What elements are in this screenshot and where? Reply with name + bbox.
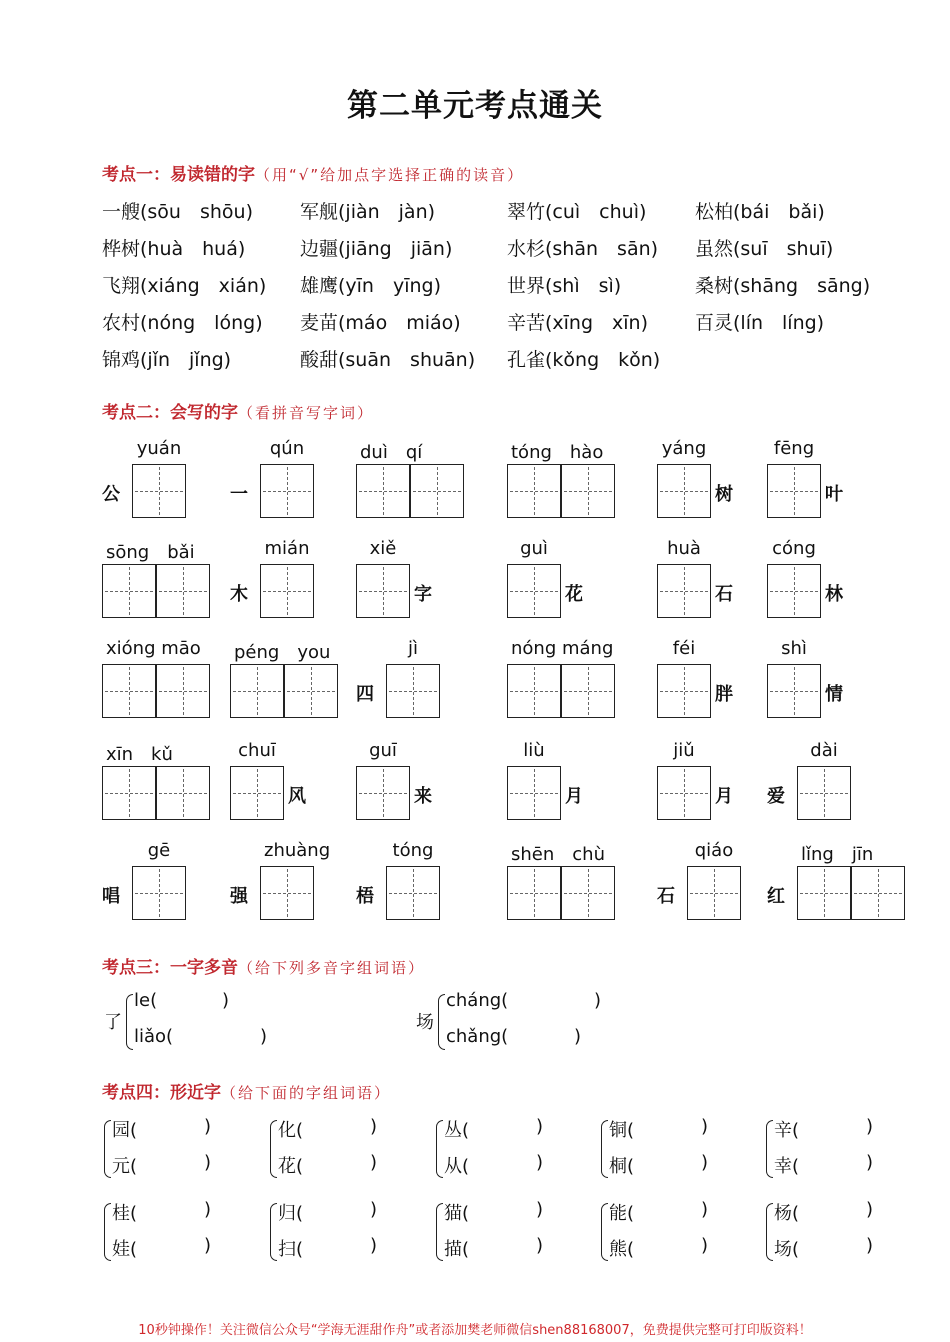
similar-char-item[interactable]: 杨( — [774, 1203, 800, 1224]
close-paren: ) — [701, 1116, 709, 1137]
given-char: 石 — [657, 886, 675, 907]
pinyin-label: péng you — [234, 642, 331, 663]
given-char: 石 — [715, 584, 733, 605]
close-paren: ) — [536, 1235, 544, 1256]
reading-choice-item[interactable]: 军舰(jiàn jàn) — [300, 201, 436, 223]
pinyin-label: féi — [672, 638, 696, 659]
pinyin-label: fēng — [773, 438, 815, 459]
pinyin-label: liù — [523, 740, 545, 761]
pinyin-label: shēn chù — [511, 844, 605, 865]
given-char: 林 — [825, 584, 843, 605]
given-char: 胖 — [715, 684, 733, 705]
writing-box[interactable] — [260, 564, 314, 618]
close-paren: ) — [536, 1152, 544, 1173]
close-paren: ) — [701, 1235, 709, 1256]
writing-box[interactable] — [102, 664, 156, 718]
writing-box[interactable] — [132, 866, 186, 920]
pinyin-label: jì — [407, 638, 418, 659]
section-heading: 考点四：形近字 — [102, 1083, 221, 1103]
section-1-heading — [102, 160, 524, 185]
reading-choice-item[interactable]: 农村(nóng lóng) — [102, 312, 263, 334]
pinyin-label: gē — [147, 840, 171, 861]
similar-char-item[interactable]: 猫( — [444, 1203, 470, 1224]
reading-choice-item[interactable]: 百灵(lín líng) — [695, 312, 825, 334]
reading-choice-item[interactable]: 边疆(jiāng jiān) — [300, 238, 453, 260]
close-paren: ) — [204, 1116, 212, 1137]
brace-icon — [126, 994, 133, 1050]
given-char: 一 — [230, 484, 248, 505]
writing-box[interactable] — [284, 664, 338, 718]
section-heading: 考点三：一字多音 — [102, 958, 238, 978]
close-paren: ) — [204, 1199, 212, 1220]
similar-char-item[interactable]: 幸( — [774, 1156, 800, 1177]
writing-box[interactable] — [156, 564, 210, 618]
brace-icon — [766, 1120, 773, 1178]
close-paren: ) — [866, 1199, 874, 1220]
writing-box[interactable] — [561, 664, 615, 718]
reading-choice-item[interactable]: 翠竹(cuì chuì) — [507, 201, 647, 223]
polyphone-reading[interactable]: le( — [134, 990, 158, 1011]
given-char: 月 — [565, 786, 583, 807]
reading-choice-item[interactable]: 世界(shì sì) — [507, 275, 622, 297]
polyphone-reading[interactable]: cháng( — [446, 990, 509, 1011]
writing-box[interactable] — [657, 564, 711, 618]
writing-box[interactable] — [102, 564, 156, 618]
writing-box[interactable] — [657, 766, 711, 820]
reading-choice-item[interactable]: 孔雀(kǒng kǒn) — [507, 349, 661, 371]
writing-box[interactable] — [102, 766, 156, 820]
writing-box[interactable] — [156, 766, 210, 820]
close-paren: ) — [222, 990, 230, 1011]
pinyin-label: shì — [781, 638, 807, 659]
similar-char-item[interactable]: 场( — [774, 1239, 800, 1260]
given-char: 花 — [565, 584, 583, 605]
similar-char-item[interactable]: 丛( — [444, 1120, 470, 1141]
similar-char-item[interactable]: 娃( — [112, 1239, 138, 1260]
pinyin-label: lǐng jīn — [801, 844, 874, 865]
given-char: 公 — [102, 484, 120, 505]
reading-choice-item[interactable]: 松柏(bái bǎi) — [695, 201, 825, 223]
close-paren: ) — [204, 1152, 212, 1173]
reading-choice-item[interactable]: 飞翔(xiáng xián) — [102, 275, 267, 297]
writing-box[interactable] — [507, 564, 561, 618]
pinyin-label: sōng bǎi — [106, 542, 195, 563]
brace-icon — [104, 1120, 111, 1178]
given-char: 强 — [230, 886, 248, 907]
reading-choice-item[interactable]: 桦树(huà huá) — [102, 238, 246, 260]
similar-char-item[interactable]: 归( — [278, 1203, 304, 1224]
pinyin-label: nóng máng — [511, 638, 614, 659]
similar-char-item[interactable]: 从( — [444, 1156, 470, 1177]
writing-box[interactable] — [507, 766, 561, 820]
close-paren: ) — [370, 1116, 378, 1137]
brace-icon — [766, 1203, 773, 1261]
similar-char-item[interactable]: 花( — [278, 1156, 304, 1177]
close-paren: ) — [260, 1026, 268, 1047]
close-paren: ) — [866, 1235, 874, 1256]
pinyin-label: dài — [810, 740, 838, 761]
close-paren: ) — [574, 1026, 582, 1047]
close-paren: ) — [370, 1152, 378, 1173]
pinyin-label: guì — [520, 538, 548, 559]
footer-note: 10秒钟操作！关注微信公众号“学海无涯甜作舟”或者添加樊老师微信shen88168007，免费提供完整可打印版资料！ — [138, 1323, 812, 1338]
pinyin-label: huà — [667, 538, 701, 559]
given-char: 梧 — [356, 886, 374, 907]
pinyin-label: chuī — [238, 740, 276, 761]
writing-box[interactable] — [507, 664, 561, 718]
pinyin-label: xīn kǔ — [106, 744, 173, 765]
writing-box[interactable] — [767, 564, 821, 618]
close-paren: ) — [370, 1199, 378, 1220]
close-paren: ) — [701, 1199, 709, 1220]
writing-box[interactable] — [356, 464, 410, 518]
writing-box[interactable] — [507, 464, 561, 518]
brace-icon — [270, 1120, 277, 1178]
pinyin-label: xióng māo — [106, 638, 201, 659]
writing-box[interactable] — [767, 664, 821, 718]
writing-box[interactable] — [260, 866, 314, 920]
given-char: 月 — [715, 786, 733, 807]
section-3-heading — [102, 953, 425, 978]
polyphone-reading[interactable]: chǎng( — [446, 1026, 509, 1047]
polyphone-reading[interactable]: liǎo( — [134, 1026, 174, 1047]
pinyin-label: yáng — [661, 438, 707, 459]
pinyin-label: qún — [269, 438, 305, 459]
similar-char-item[interactable]: 化( — [278, 1120, 304, 1141]
given-char: 字 — [414, 584, 432, 605]
section-instruction: （给下面的字组词语） — [221, 1084, 392, 1102]
polyphone-char: 了 — [104, 1012, 122, 1033]
reading-choice-item[interactable]: 水杉(shān sān) — [507, 238, 659, 260]
pinyin-label: cóng — [772, 538, 816, 559]
section-heading: 考点二：会写的字 — [102, 403, 238, 423]
section-2-heading — [102, 398, 374, 423]
reading-choice-item[interactable]: 一艘(sōu shōu) — [102, 201, 253, 223]
writing-box[interactable] — [657, 464, 711, 518]
pinyin-label: yuán — [136, 438, 182, 459]
brace-icon — [436, 1203, 443, 1261]
reading-choice-item[interactable]: 桑树(shāng sāng) — [695, 275, 871, 297]
writing-box[interactable] — [561, 464, 615, 518]
close-paren: ) — [536, 1116, 544, 1137]
close-paren: ) — [370, 1235, 378, 1256]
writing-box[interactable] — [386, 866, 440, 920]
brace-icon — [601, 1203, 608, 1261]
given-char: 来 — [414, 786, 432, 807]
close-paren: ) — [204, 1235, 212, 1256]
pinyin-label: qiáo — [694, 840, 734, 861]
given-char: 唱 — [102, 886, 120, 907]
reading-choice-item[interactable]: 辛苦(xīng xīn) — [507, 312, 649, 334]
brace-icon — [270, 1203, 277, 1261]
given-char: 情 — [825, 684, 843, 705]
writing-box[interactable] — [797, 866, 851, 920]
given-char: 木 — [230, 584, 248, 605]
reading-choice-item[interactable]: 锦鸡(jǐn jǐng) — [102, 349, 232, 371]
writing-box[interactable] — [561, 866, 615, 920]
polyphone-char: 场 — [416, 1012, 434, 1033]
pinyin-label: duì qí — [360, 442, 423, 463]
writing-box[interactable] — [687, 866, 741, 920]
pinyin-label: mián — [264, 538, 310, 559]
writing-box[interactable] — [260, 464, 314, 518]
similar-char-item[interactable]: 铜( — [609, 1120, 635, 1141]
writing-box[interactable] — [132, 464, 186, 518]
reading-choice-item[interactable]: 虽然(suī shuī) — [695, 238, 834, 260]
similar-char-item[interactable]: 辛( — [774, 1120, 800, 1141]
pinyin-label: guī — [369, 740, 397, 761]
given-char: 风 — [288, 786, 306, 807]
similar-char-item[interactable]: 能( — [609, 1203, 635, 1224]
similar-char-item[interactable]: 扫( — [278, 1239, 304, 1260]
close-paren: ) — [866, 1116, 874, 1137]
pinyin-label: tóng — [392, 840, 434, 861]
pinyin-label: xiě — [369, 538, 397, 559]
brace-icon — [436, 1120, 443, 1178]
writing-box[interactable] — [507, 866, 561, 920]
writing-box[interactable] — [356, 766, 410, 820]
section-instruction: （给下列多音字组词语） — [238, 959, 426, 977]
reading-choice-item[interactable]: 麦苗(máo miáo) — [300, 312, 461, 334]
writing-box[interactable] — [657, 664, 711, 718]
similar-char-item[interactable]: 桂( — [112, 1203, 138, 1224]
given-char: 四 — [356, 684, 374, 705]
pinyin-label: tóng hào — [511, 442, 604, 463]
section-4-heading — [102, 1078, 391, 1103]
section-instruction: （用“√”给加点字选择正确的读音） — [255, 166, 525, 184]
writing-box[interactable] — [851, 866, 905, 920]
brace-icon — [601, 1120, 608, 1178]
writing-box[interactable] — [356, 564, 410, 618]
page-title: 第二单元考点通关 — [347, 88, 603, 124]
similar-char-item[interactable]: 元( — [112, 1156, 138, 1177]
brace-icon — [104, 1203, 111, 1261]
writing-box[interactable] — [230, 766, 284, 820]
writing-box[interactable] — [797, 766, 851, 820]
close-paren: ) — [701, 1152, 709, 1173]
writing-box[interactable] — [230, 664, 284, 718]
close-paren: ) — [866, 1152, 874, 1173]
similar-char-item[interactable]: 园( — [112, 1120, 138, 1141]
reading-choice-item[interactable]: 酸甜(suān shuān) — [300, 349, 476, 371]
reading-choice-item[interactable]: 雄鹰(yīn yīng) — [300, 275, 442, 297]
close-paren: ) — [536, 1199, 544, 1220]
similar-char-item[interactable]: 描( — [444, 1239, 470, 1260]
section-instruction: （看拼音写字词） — [238, 404, 375, 422]
given-char: 红 — [767, 886, 785, 907]
writing-box[interactable] — [386, 664, 440, 718]
given-char: 树 — [715, 484, 733, 505]
given-char: 叶 — [825, 484, 843, 505]
section-heading: 考点一：易读错的字 — [102, 165, 255, 185]
writing-box[interactable] — [156, 664, 210, 718]
brace-icon — [438, 994, 445, 1050]
pinyin-label: jiǔ — [673, 740, 695, 761]
close-paren: ) — [594, 990, 602, 1011]
writing-box[interactable] — [767, 464, 821, 518]
similar-char-item[interactable]: 熊( — [609, 1239, 635, 1260]
writing-box[interactable] — [410, 464, 464, 518]
pinyin-label: zhuàng — [264, 840, 331, 861]
given-char: 爱 — [767, 786, 785, 807]
similar-char-item[interactable]: 桐( — [609, 1156, 635, 1177]
